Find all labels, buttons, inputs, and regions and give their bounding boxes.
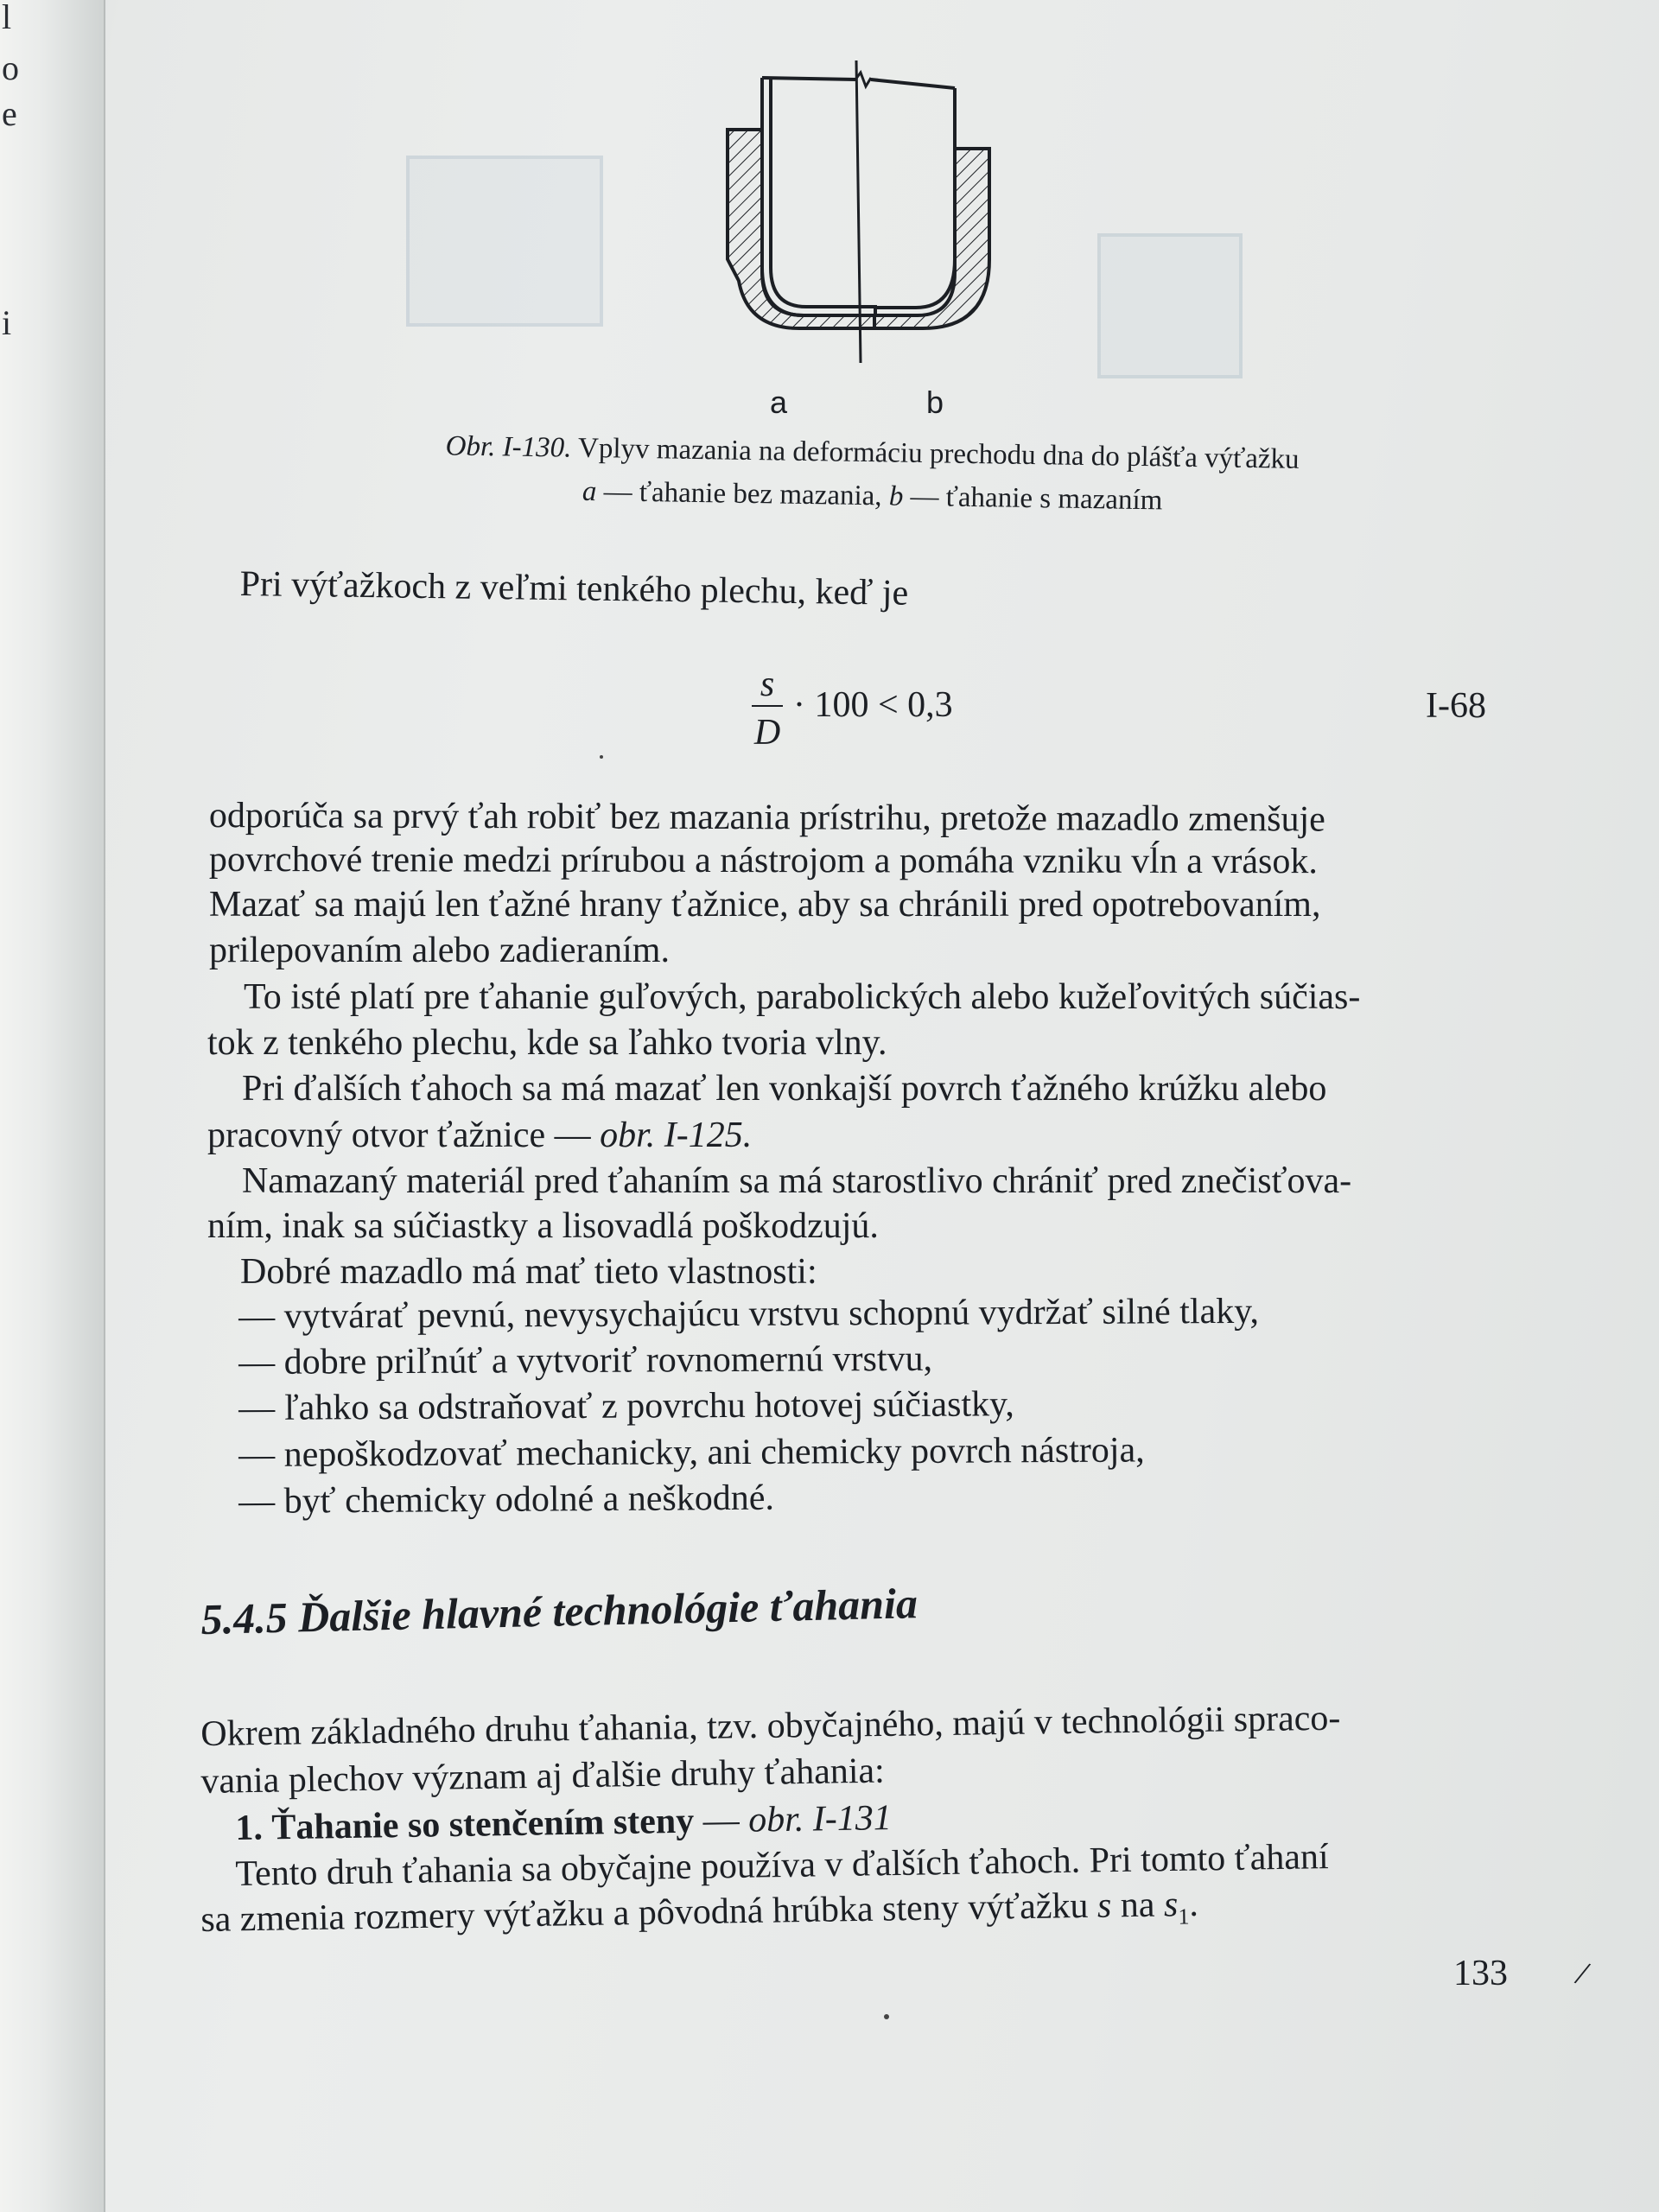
text-line: vania plechov význam aj ďalšie druhy ťahania:	[200, 1751, 886, 1802]
section-number: 5.4.5	[200, 1592, 289, 1643]
variable-s: s	[1096, 1885, 1112, 1926]
formula-expression: · 100 < 0,3	[793, 685, 953, 725]
fraction-denominator: D	[753, 713, 781, 753]
die-left-a	[728, 130, 874, 328]
show-through-left	[406, 156, 603, 327]
caption-a-text: — ťahanie bez mazania,	[596, 476, 890, 512]
list-item: — nepoškodzovať mechanicky, ani chemicky povrch nástroja,	[238, 1430, 1145, 1475]
list-item: — ľahko sa odstraňovať z povrchu hotovej súčiastky,	[238, 1384, 1014, 1428]
figure-caption-line2	[258, 471, 1485, 522]
fraction-numerator: s	[760, 664, 775, 704]
margin-char: l	[2, 0, 12, 36]
drawing-cup-section	[691, 52, 1037, 432]
label-a: a	[770, 385, 788, 420]
text-line: To isté platí pre ťahanie guľových, parabolických alebo kužeľovitých súčias-	[244, 977, 1361, 1017]
numbered-item	[235, 1797, 892, 1849]
label-b: b	[926, 385, 944, 420]
text-line: povrchové trenie medzi prírubou a nástrojom a pomáha vzniku vĺn a vrások.	[208, 840, 1318, 882]
speck	[600, 755, 603, 759]
margin-char: i	[2, 303, 12, 342]
section-title: Ďalšie hlavné technológie ťahania	[297, 1579, 918, 1642]
formula	[750, 664, 1027, 759]
text-line: prilepovaním alebo zadieraním.	[209, 931, 670, 970]
paragraph-intro: Pri výťažkoch z veľmi tenkého plechu, keď je	[239, 563, 909, 613]
text-line	[207, 1115, 752, 1156]
list-item: — vytvárať pevnú, nevysychajúcu vrstvu schopnú vydržať silné tlaky,	[238, 1291, 1260, 1337]
text-span: na	[1110, 1885, 1165, 1926]
caption-text: Vplyv mazania na deformáciu prechodu dna do plášťa výťažku	[577, 432, 1300, 475]
text-line: Pri ďalších ťahoch sa má mazať len vonkajší povrch ťažného krúžku alebo	[242, 1069, 1327, 1109]
die-right-b	[874, 149, 989, 328]
item-label: 1. Ťahanie so stenčením steny	[235, 1801, 695, 1848]
text-line: Dobré mazadlo má mať tieto vlastnosti:	[240, 1252, 817, 1292]
figure-caption-line1	[258, 428, 1485, 479]
show-through-right	[1097, 233, 1243, 378]
text-line: Mazať sa majú len ťažné hrany ťažnice, aby sa chránili pred opotrebovaním,	[209, 885, 1321, 925]
text-line: odporúča sa prvý ťah robiť bez mazania prístrihu, pretože mazadlo zmenšuje	[208, 796, 1325, 840]
figure-ref: Obr. I-130.	[445, 430, 572, 464]
figure-reference: obr. I-125.	[600, 1116, 753, 1155]
list-item: — byť chemicky odolné a neškodné.	[238, 1478, 775, 1522]
variable-s1: s	[1163, 1885, 1179, 1925]
page-number: 133	[1453, 1954, 1508, 1993]
caption-var-b: b	[888, 480, 904, 512]
list-item: — dobre priľnúť a vytvoriť rovnomernú vrstvu,	[238, 1338, 933, 1382]
figure-drawing	[691, 52, 1037, 432]
subscript: 1	[1178, 1904, 1190, 1929]
fraction-bar	[752, 705, 783, 707]
equation-number: I-68	[1426, 686, 1486, 726]
figure-reference: obr. I-131	[747, 1798, 893, 1840]
text-span: .	[1188, 1884, 1199, 1925]
margin-char: e	[2, 94, 17, 133]
cup-outline-right	[875, 88, 955, 308]
text-line: Tento druh ťahania sa obyčajne používa v ďalších ťahoch. Pri tomto ťahaní	[235, 1837, 1329, 1894]
caption-b-text: — ťahanie s mazaním	[903, 480, 1163, 517]
text-line: Namazaný materiál pred ťahaním sa má starostlivo chrániť pred znečisťova-	[242, 1161, 1352, 1201]
section-heading	[200, 1578, 918, 1644]
margin-char: o	[2, 48, 19, 87]
item-dash: —	[693, 1800, 749, 1841]
text-span: pracovný otvor ťažnice —	[207, 1116, 601, 1155]
caption-var-a: a	[582, 475, 597, 508]
text-line: Okrem základného druhu ťahania, tzv. obyčajného, majú v technológii spraco-	[200, 1698, 1341, 1754]
text-span: sa zmenia rozmery výťažku a pôvodná hrúbka steny výťažku	[200, 1885, 1098, 1940]
speck	[884, 2014, 889, 2019]
pencil-mark: /	[1571, 1953, 1594, 1993]
facing-page-edge	[0, 0, 105, 2212]
text-line: ním, inak sa súčiastky a lisovadlá poškodzujú.	[207, 1206, 879, 1246]
text-line: tok z tenkého plechu, kde sa ľahko tvoria vlny.	[207, 1023, 887, 1063]
